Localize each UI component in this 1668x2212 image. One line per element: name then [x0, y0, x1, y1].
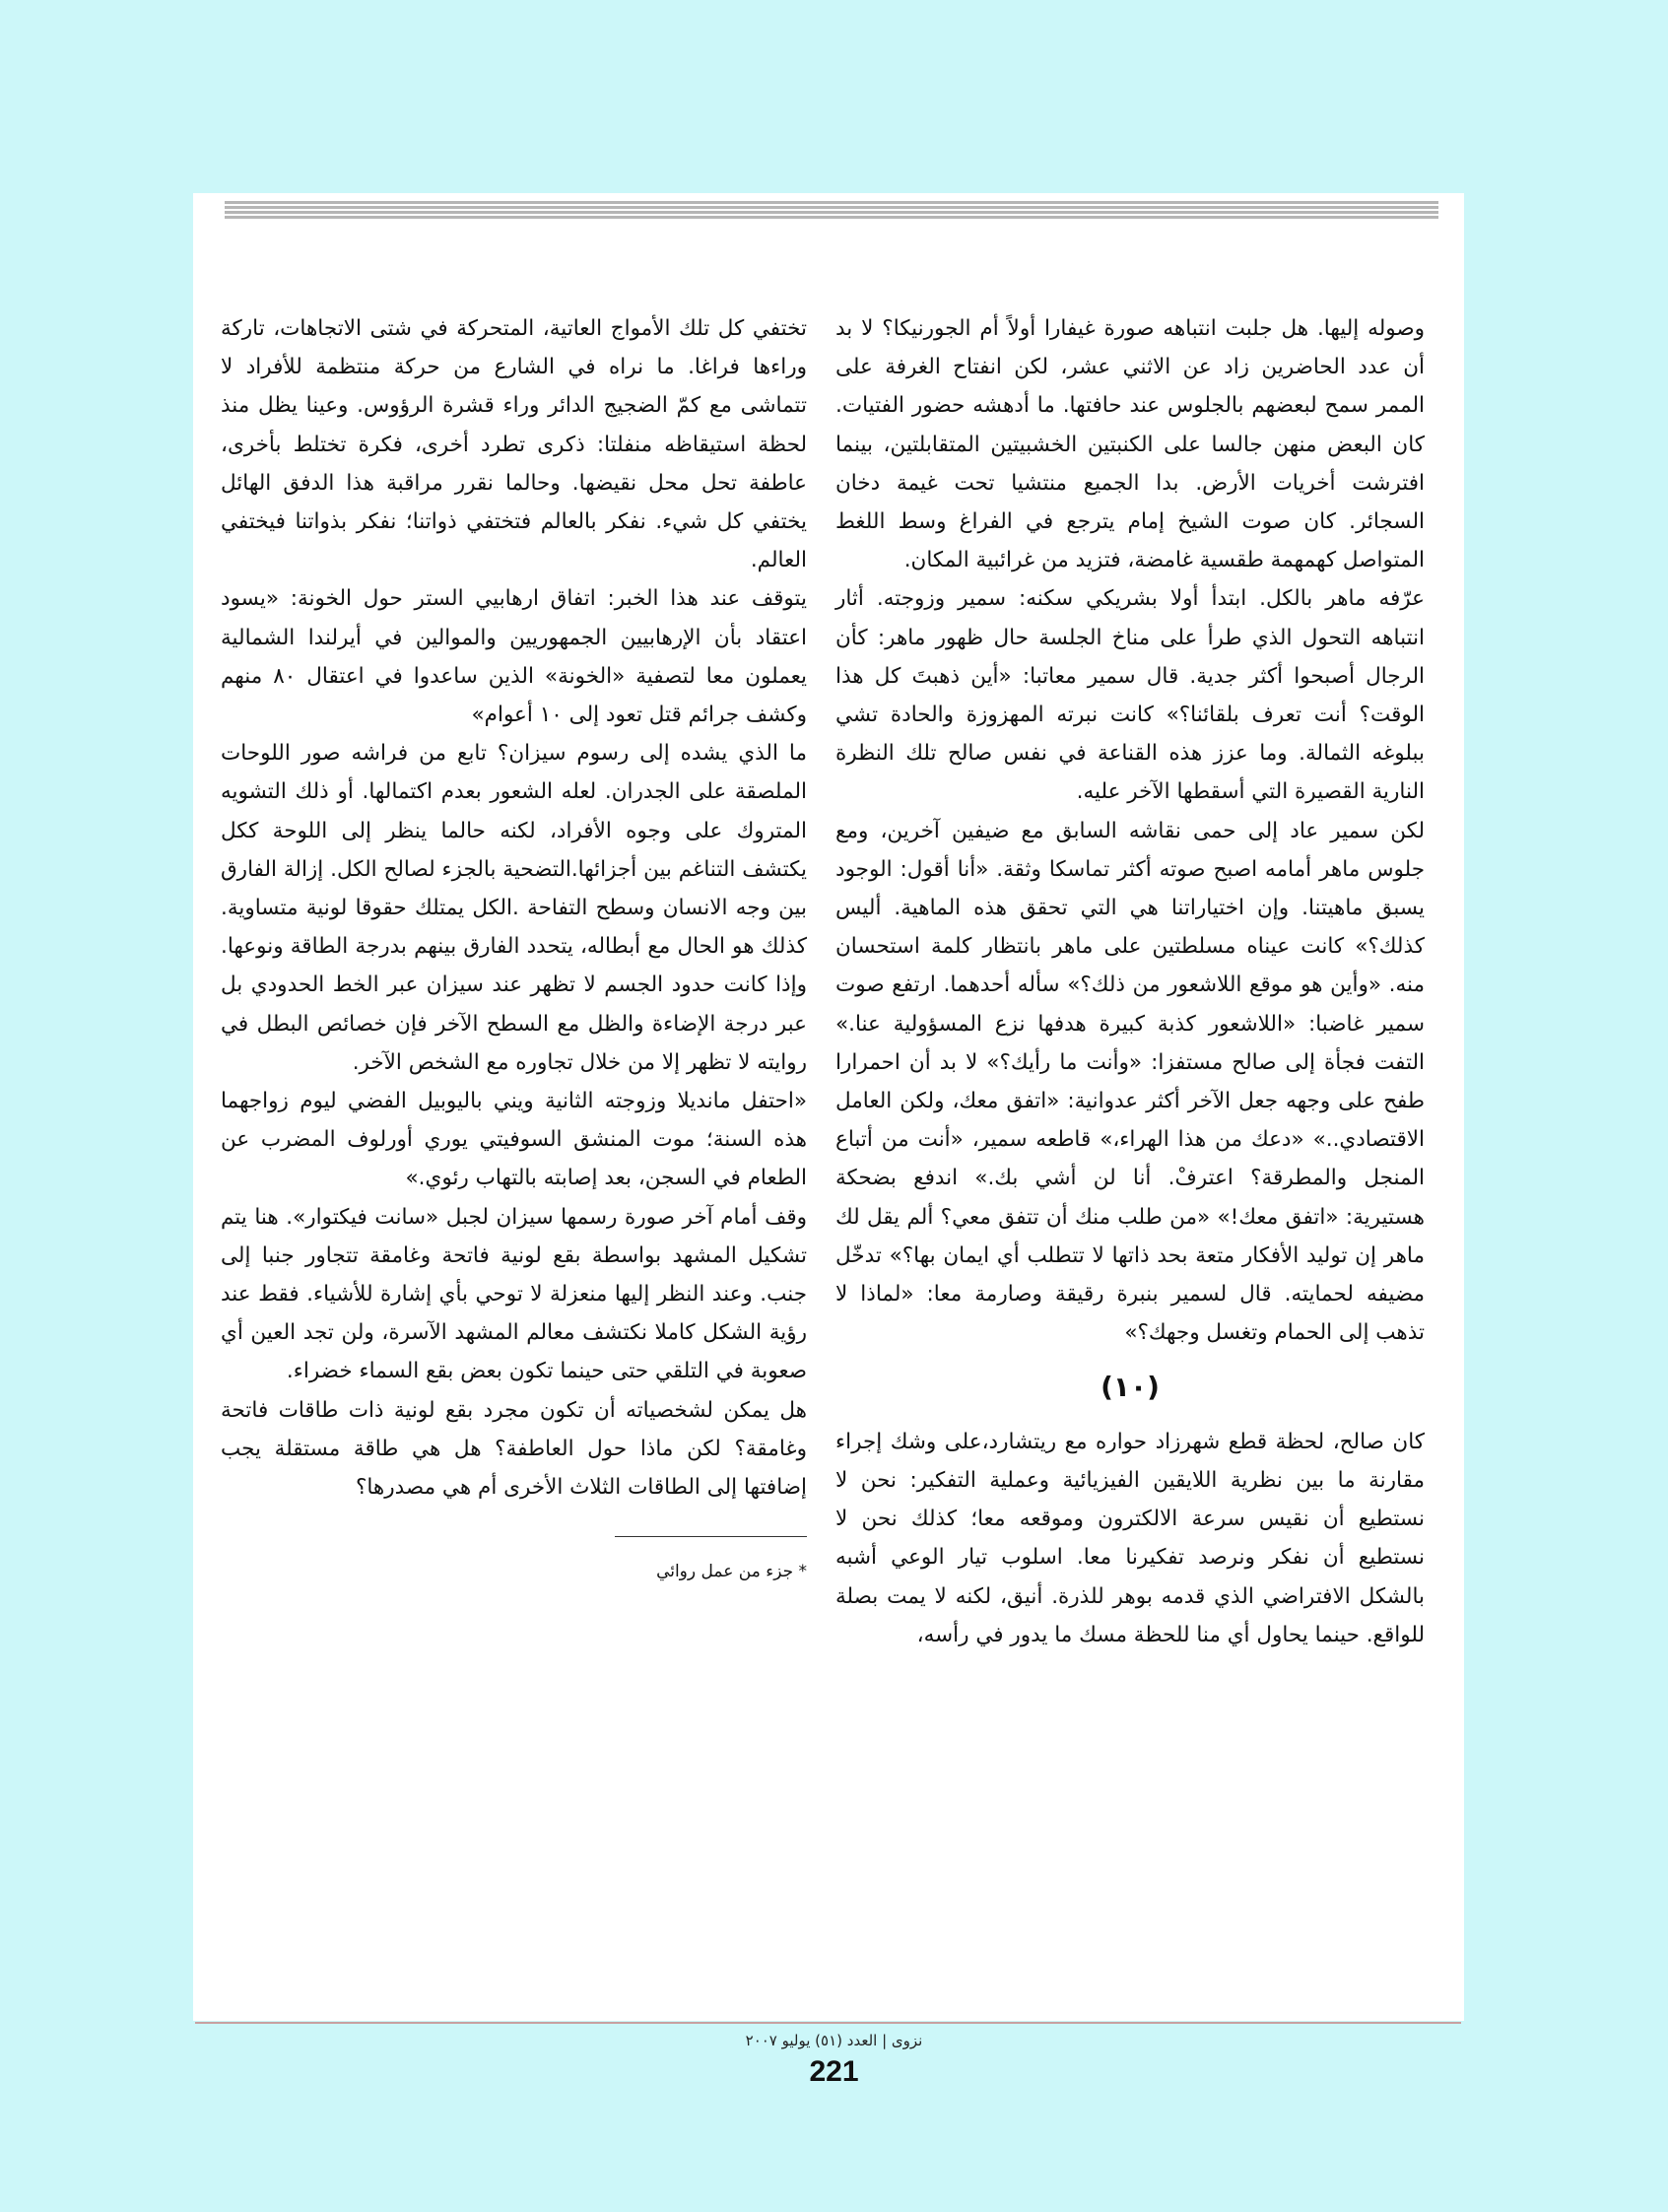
header-rules — [225, 201, 1438, 221]
paragraph: لكن سمير عاد إلى حمى نقاشه السابق مع ضيفين آخرين، ومع جلوس ماهر أمامه اصبح صوته أكثر تماسكا وثقة. «أنا أقول: الوجود يسبق ماهيتنا. وإن اختياراتنا هي التي تحقق هذه الماهية. أليس كذلك؟» كانت عيناه مسلطتين على ماهر بانتظار كلمة استحسان منه. «وأين هو موقع اللاشعور من ذلك؟» سأله أحدهما. ارتفع صوت سمير غاضبا: «اللاشعور كذبة كبيرة هدفها نزع المسؤولية عنا.» التفت فجأة إلى صالح مستفزا: «وأنت ما رأيك؟» لا بد أن احمرارا طفح على وجهه جعل الآخر أكثر عدوانية: «اتفق معك، ولكن العامل الاقتصادي..» «دعك من هذا الهراء،» قاطعه سمير، «أنت من أتباع المنجل والمطرقة؟ اعترفْ. أنا لن أشي بك.» اندفع بضحكة هستيرية: «اتفق معك!» «من طلب منك أن تتفق معي؟ ألم يقل لك ماهر إن توليد الأفكار متعة بحد ذاتها لا تتطلب أي ايمان بها؟» تدخّل مضيفه لحمايته. قال لسمير بنبرة رقيقة وصارمة معا: «لماذا لا تذهب إلى الحمام وتغسل وجهك؟» — [835, 818, 1425, 1346]
magazine-page — [193, 193, 1464, 2021]
paragraph: تختفي كل تلك الأمواج العاتية، المتحركة في شتى الاتجاهات، تاركة وراءها فراغا. ما نراه في الشارع من حركة منتظمة للأفراد لا تتماشى مع كمّ الضجيج الدائر وراء قشرة الرؤوس. وعينا يظل منذ لحظة استيقاظه منفلتا: ذكرى تطرد أخرى، فكرة تختلط بأخرى، عاطفة تحل محل نقيضها. وحالما نقرر مراقبة هذا الدفق الهائل يختفي كل شيء. نفكر بالعالم فتختفي ذواتنا؛ نفكر بذواتنا فيختفي العالم. — [221, 316, 807, 573]
footnote-rule — [615, 1536, 807, 1537]
paragraph: يتوقف عند هذا الخبر: اتفاق ارهابيي الستر حول الخونة: «يسود اعتقاد بأن الإرهابيين الجمهوريين والموالين في أيرلندا الشمالية يعملون معا لتصفية «الخونة» الذين ساعدوا في اعتقال ٨٠ منهم وكشف جرائم قتل تعود إلى ١٠ أعوام» — [221, 586, 807, 728]
footnote: * جزء من عمل روائي — [656, 1562, 807, 1582]
paragraph: «احتفل مانديلا وزوجته الثانية ويني باليوبيل الفضي ليوم زواجهما هذه السنة؛ موت المنشق السوفيتي يوري أورلوف المضرب عن الطعام في السجن، بعد إصابته بالتهاب رئوي.» — [221, 1089, 807, 1191]
paragraph: هل يمكن لشخصياته أن تكون مجرد بقع لونية ذات طاقات فاتحة وغامقة؟ لكن ماذا حول العاطفة؟ هل هي طاقة مستقلة يجب إضافتها إلى الطاقات الثلاث الأخرى أم هي مصدرها؟ — [221, 1397, 807, 1501]
paragraph: كان صالح، لحظة قطع شهرزاد حواره مع ريتشارد،على وشك إجراء مقارنة ما بين نظرية اللايقين الفيزيائية وعملية التفكير: نحن لا نستطيع أن نقيس سرعة الالكترون وموقعه معا؛ كذلك نحن لا نستطيع أن نفكر ونرصد تفكيرنا معا. اسلوب تيار الوعي أشبه بالشكل الافتراضي الذي قدمه بوهر للذرة. أنيق، لكنه لا يمت بصلة للواقع. حينما يحاول أي منا للحظة مسك ما يدور في رأسه، — [835, 1429, 1425, 1647]
paragraph: عرّفه ماهر بالكل. ابتدأ أولا بشريكي سكنه: سمير وزوجته. أثار انتباهه التحول الذي طرأ على مناخ الجلسة حال ظهور ماهر: كأن الرجال أصبحوا أكثر جدية. قال سمير معاتبا: «أين ذهبتَ كل هذا الوقت؟ أنت تعرف بلقائنا؟» كانت نبرته المهزوزة والحادة تشي ببلوغه الثمالة. وما عزز هذه القناعة في نفس صالح تلك النظرة النارية القصيرة التي أسقطها الآخر عليه. — [835, 586, 1425, 805]
paragraph: وصوله إليها. هل جلبت انتباهه صورة غيفارا أولاً أم الجورنيكا؟ لا بد أن عدد الحاضرين زاد عن الاثني عشر، لكن انفتاح الغرفة على الممر سمح لبعضهم بالجلوس عند حافتها. ما أدهشه حضور الفتيات. كان البعض منهن جالسا على الكنبتين الخشبيتين المتقابلتين، بينما افترشت أخريات الأرض. بدا الجميع منتشيا تحت غيمة دخان السجائر. كان صوت الشيخ إمام يترجع في الفراغ وسط اللغط المتواصل كهمهمة طقسية غامضة، فتزيد من غرائبية المكان. — [835, 316, 1425, 573]
paragraph: وقف أمام آخر صورة رسمها سيزان لجبل «سانت فيكتوار». هنا يتم تشكيل المشهد بواسطة بقع لونية فاتحة وغامقة تتجاور جنبا إلى جنب. وعند النظر إليها منعزلة لا توحي بأي إشارة للأشياء. فقط عند رؤية الشكل كاملا نكتشف معالم المشهد الآسرة، ولن تجد العين أي صعوبة في التلقي حتى حينما تكون بعض بقع السماء خضراء. — [221, 1204, 807, 1384]
page-number: 221 — [809, 2055, 859, 2088]
right-column — [835, 309, 1425, 1654]
section-number: (١٠) — [1101, 1371, 1160, 1404]
paragraph: ما الذي يشده إلى رسوم سيزان؟ تابع من فراشه صور اللوحات الملصقة على الجدران. لعله الشعور بعدم اكتمالها. أو ذلك التشويه المتروك على وجوه الأفراد، لكنه حالما ينظر إلى اللوحة ككل يكتشف التناغم بين أجزائها.التضحية بالجزء لصالح الكل. إزالة الفارق بين وجه الانسان وسطح التفاحة .الكل يمتلك حقوقا لونية متساوية. كذلك هو الحال مع أبطاله، يتحدد الفارق بينهم بدرجة الطاقة ونوعها. وإذا كانت حدود الجسم لا تظهر عند سيزان عبر الخط الحدودي بل عبر درجة الإضاءة والظل مع السطح الآخر فإن خصائص البطل في روايته لا تظهر إلا من خلال تجاوره مع الشخص الآخر. — [221, 741, 807, 1075]
left-column — [221, 309, 807, 1584]
issue-info: نزوى | العدد (٥١) يوليو ٢٠٠٧ — [745, 2032, 923, 2049]
footer-rule — [195, 2022, 1461, 2024]
